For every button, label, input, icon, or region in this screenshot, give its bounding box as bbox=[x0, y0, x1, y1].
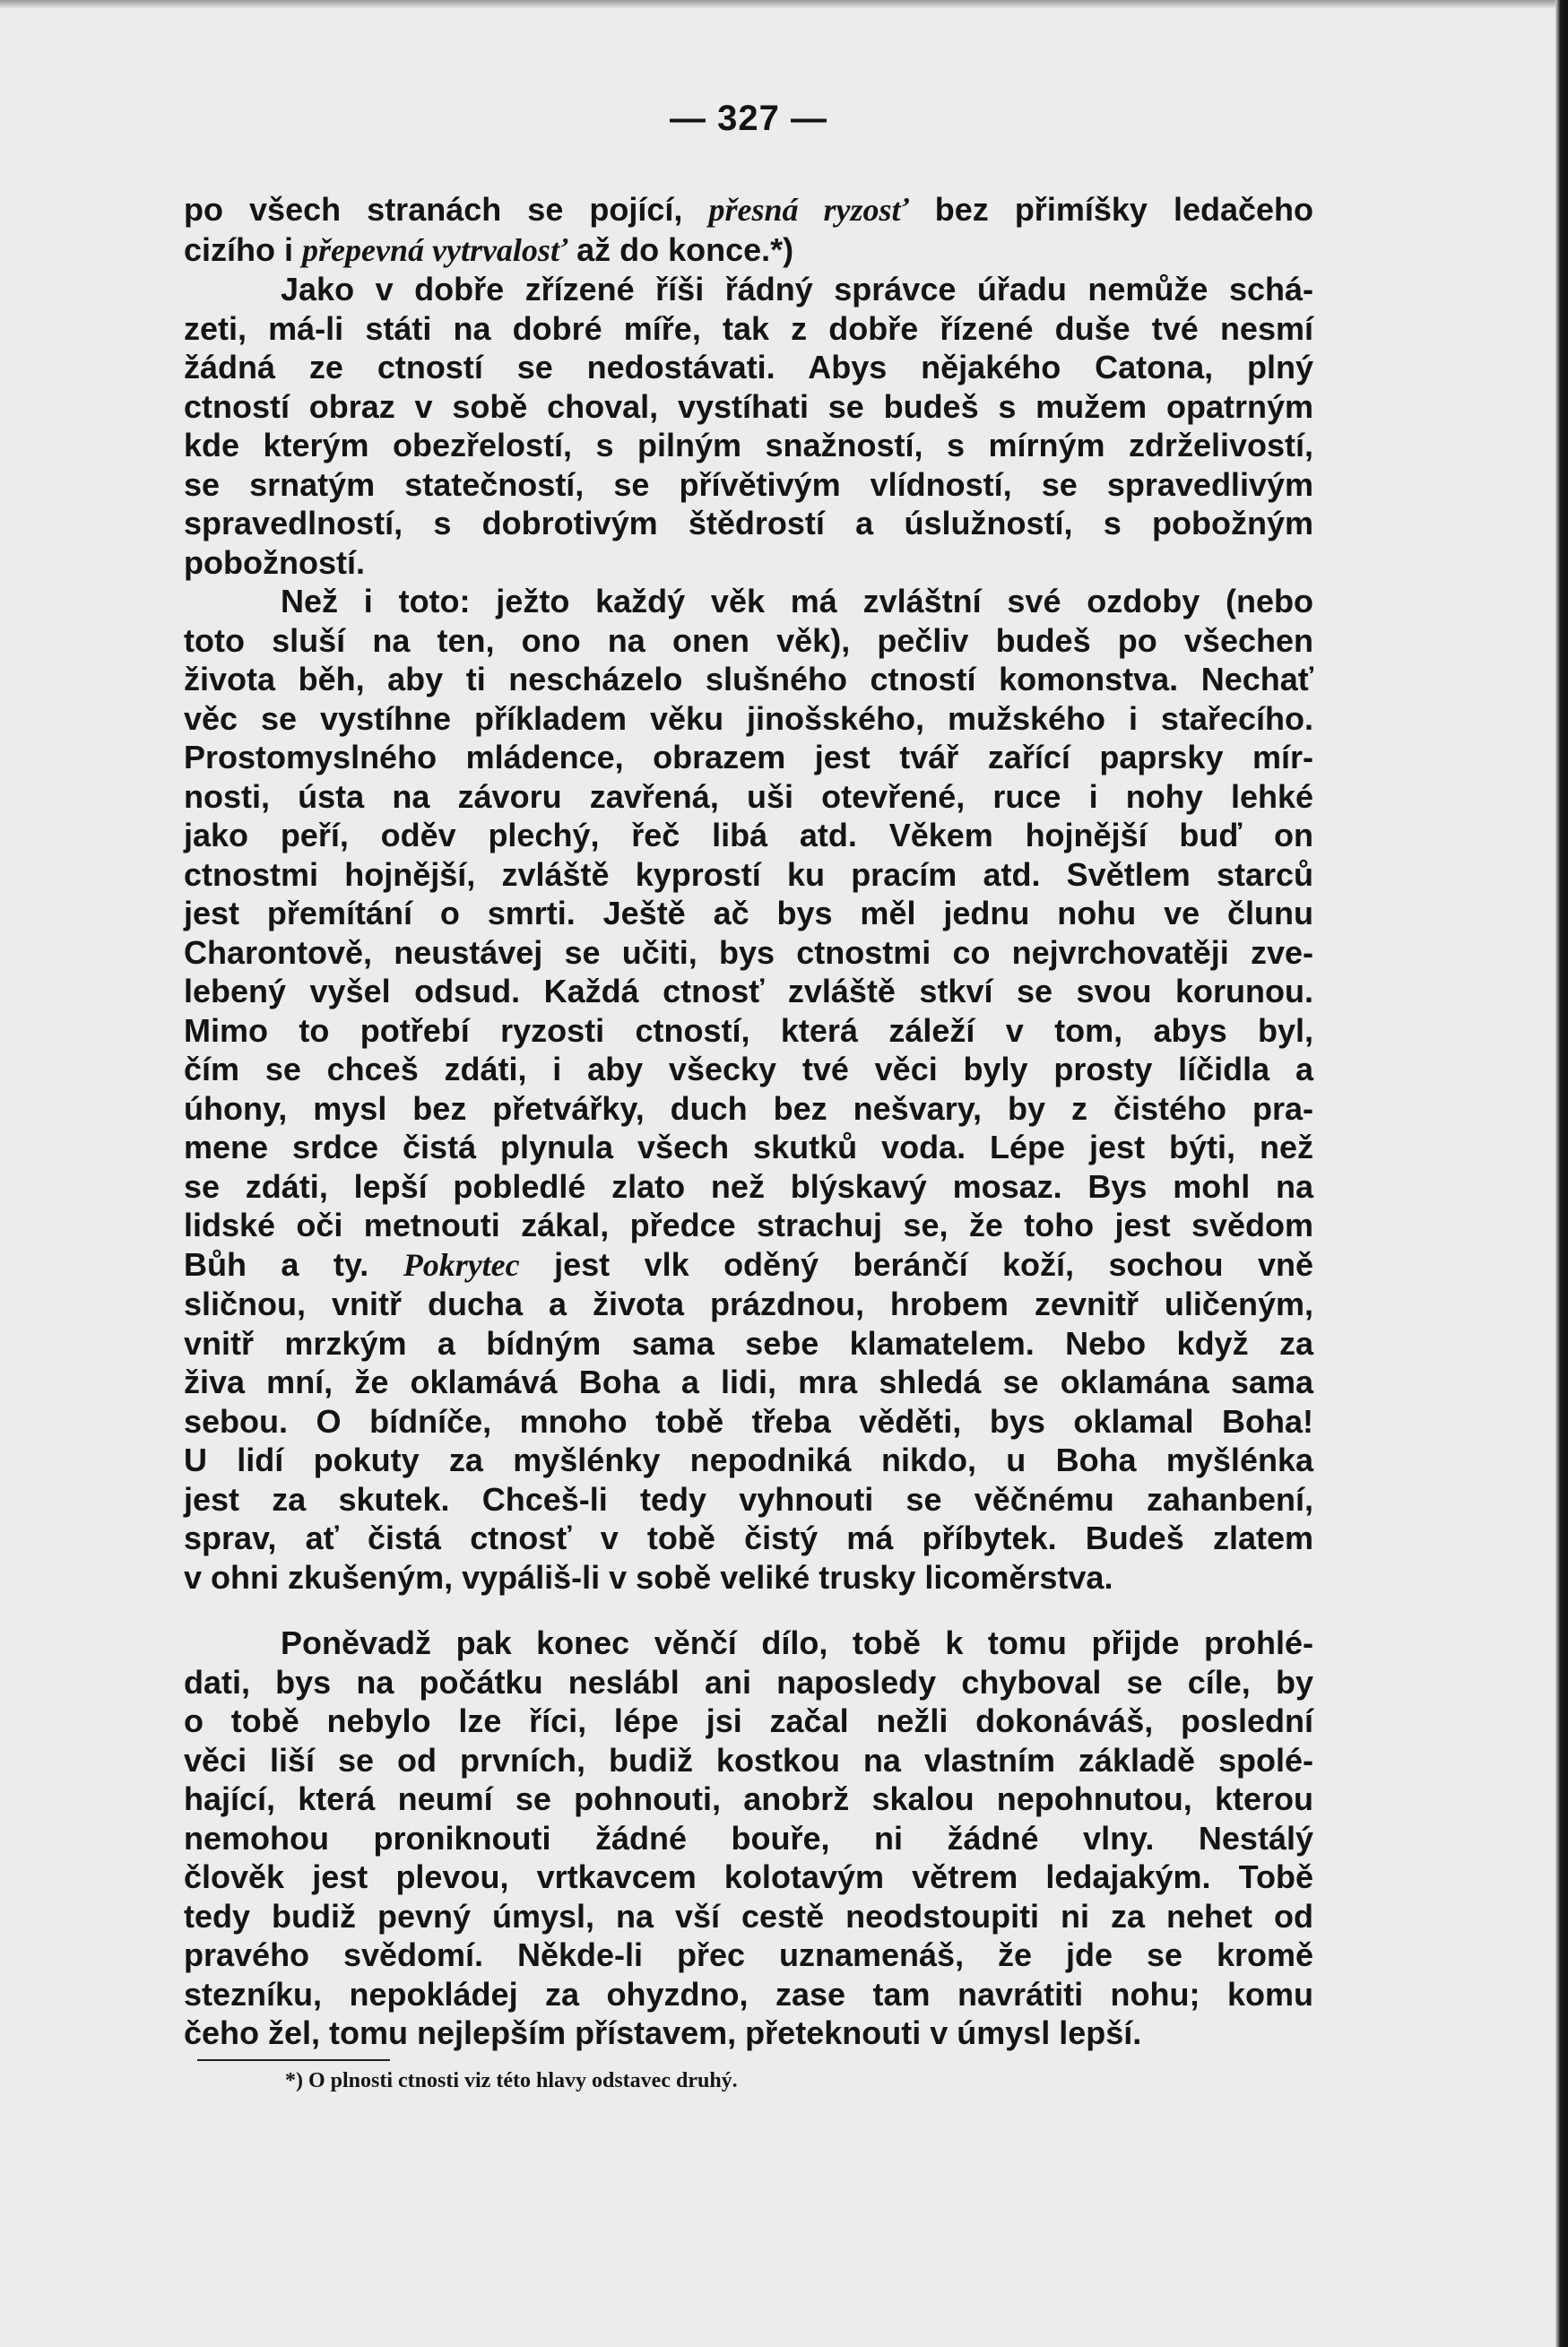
text-line: mene srdce čistá plynula všech skutků voda. Lépe jest býti, než bbox=[184, 1129, 1313, 1165]
paragraph bbox=[184, 270, 1313, 582]
text-line: lebený vyšel odsud. Každá ctnosť zvláště stkví se svou korunou. bbox=[184, 973, 1313, 1009]
footnote: *) O plnosti ctnosti viz této hlavy odstavec druhý. bbox=[285, 2069, 738, 2092]
text-line: Než i toto: ježto každý věk má zvláštní své ozdoby (nebo bbox=[281, 583, 1313, 619]
text-line: žádná ze ctností se nedostávati. Abys nějakého Catona, plný bbox=[184, 349, 1313, 385]
text-line: v ohni zkušeným, vypáliš-li v sobě veliké trusky licoměrstva. bbox=[184, 1558, 1113, 1596]
text-line: lidské oči metnouti zákal, předce strachuj se, že toho jest svědom bbox=[184, 1207, 1313, 1243]
paragraph bbox=[184, 582, 1313, 1597]
text-line: tedy budiž pevný úmysl, na vší cestě neodstoupiti ni za nehet od bbox=[184, 1897, 1313, 1935]
text-line: čím se chceš zdáti, i aby všecky tvé věci byly prosty líčidla a bbox=[184, 1051, 1313, 1087]
paragraph bbox=[184, 190, 1313, 270]
text-line: toto sluší na ten, ono na onen věk), pečliv budeš po všechen bbox=[184, 621, 1313, 659]
footnote-rule bbox=[197, 2059, 390, 2061]
text-line: vnitř mrzkým a bídným sama sebe klamatelem. Nebo když za bbox=[184, 1324, 1313, 1362]
text-line: zeti, má-li státi na dobré míře, tak z dobře řízené duše tvé nesmí bbox=[184, 309, 1313, 347]
text-line: pobožností. bbox=[184, 543, 365, 581]
text-line: živa mní, že oklamává Boha a lidi, mra shledá se oklamána sama bbox=[184, 1364, 1313, 1400]
text-line: U lidí pokuty za myšlénky nepodniká nikdo, u Boha myšlénka bbox=[184, 1442, 1313, 1478]
text-line: pravého svědomí. Někde-li přec uznamenáš, že jde se kromě bbox=[184, 1936, 1313, 1973]
text-line: věci liší se od prvních, budiž kostkou na vlastním základě spolé- bbox=[184, 1741, 1313, 1779]
text-line: po všech stranách se pojící, přesná ryzosť bez přimíšky ledačeho bbox=[184, 191, 1314, 228]
text-line: Jako v dobře zřízené říši řádný správce úřadu nemůže schá- bbox=[281, 271, 1313, 307]
text-line: ctností obraz v sobě choval, vystíhati se budeš s mužem opatrným bbox=[184, 387, 1313, 425]
page-number: — 327 — bbox=[670, 99, 827, 138]
emphasized-phrase: přesná ryzosť bbox=[708, 192, 909, 228]
text-line: cizího i přepevná vytrvalosť až do konce.*) bbox=[184, 230, 794, 268]
text-line: hající, která neumí se pohnouti, anobrž skalou nepohnutou, kterou bbox=[184, 1780, 1313, 1817]
text-line: dati, bys na počátku neslábl ani naposledy chyboval se cíle, by bbox=[184, 1663, 1313, 1701]
text-line: kde kterým obezřelostí, s pilným snažností, s mírným zdrželivostí, bbox=[184, 427, 1313, 463]
text-line: Charontově, neustávej se učiti, bys ctnostmi co nejvrchovatěji zve- bbox=[184, 933, 1313, 971]
body-text bbox=[184, 190, 1313, 2053]
text-line: Poněvadž pak konec věnčí dílo, tobě k tomu přijde prohlé- bbox=[281, 1624, 1313, 1661]
text-line: se zdáti, lepší pobledlé zlato než blýskavý mosaz. Bys mohl na bbox=[184, 1167, 1313, 1205]
text-line: sličnou, vnitř ducha a života prázdnou, hrobem zevnitř uličeným, bbox=[184, 1286, 1313, 1322]
scan-right-edge bbox=[1555, 0, 1568, 2347]
text-line: o tobě nebylo lze říci, lépe jsi začal nežli dokonáváš, poslední bbox=[184, 1702, 1313, 1739]
text-line: úhony, mysl bez přetvářky, duch bez nešvary, by z čistého pra- bbox=[184, 1089, 1313, 1127]
text-line: jest za skutek. Chceš-li tedy vyhnouti se věčnému zahanbení, bbox=[184, 1480, 1313, 1518]
text-line: spravedlností, s dobrotivým štědrostí a úslužností, s pobožným bbox=[184, 505, 1313, 541]
emphasized-phrase: přepevná vytrvalosť bbox=[302, 231, 568, 268]
text-line: jest přemítání o smrti. Ještě ač bys měl jednu nohu ve člunu bbox=[184, 895, 1313, 931]
text-line: nosti, ústa na závoru zavřená, uši otevřené, ruce i nohy lehké bbox=[184, 777, 1313, 815]
text-line: Bůh a ty. Pokrytec jest vlk oděný beránčí koží, sochou vně bbox=[184, 1245, 1313, 1283]
text-line: nemohou proniknouti žádné bouře, ni žádné vlny. Nestálý bbox=[184, 1819, 1313, 1857]
paragraph bbox=[184, 1624, 1313, 2053]
text-line: života běh, aby ti nescházelo slušného ctností komonstva. Nechať bbox=[184, 661, 1313, 697]
text-line: sebou. O bídníče, mnoho tobě třeba věděti, bys oklamal Boha! bbox=[184, 1402, 1313, 1440]
emphasized-phrase: Pokrytec bbox=[403, 1246, 520, 1283]
text-line: sprav, ať čistá ctnosť v tobě čistý má příbytek. Budeš zlatem bbox=[184, 1520, 1313, 1556]
paragraph-gap bbox=[184, 1597, 1313, 1624]
text-line: ctnostmi hojnější, zvláště kyprostí ku pracím atd. Světlem starců bbox=[184, 855, 1313, 893]
text-line: jako peří, oděv plechý, řeč libá atd. Věkem hojnější buď on bbox=[184, 817, 1313, 853]
scan-top-edge bbox=[0, 0, 1568, 9]
text-line: věc se vystíhne příkladem věku jinošského, mužského i stařecího. bbox=[184, 699, 1313, 737]
text-line: Prostomyslného mládence, obrazem jest tvář zařící paprsky mír- bbox=[184, 739, 1313, 775]
text-line: stezníku, nepokládej za ohyzdno, zase tam navrátiti nohu; komu bbox=[184, 1975, 1313, 2013]
text-line: čeho žel, tomu nejlepším přístavem, přeteknouti v úmysl lepší. bbox=[184, 2014, 1142, 2051]
text-line: Mimo to potřebí ryzosti ctností, která záleží v tom, abys byl, bbox=[184, 1011, 1313, 1049]
text-line: člověk jest plevou, vrtkavcem kolotavým větrem ledajakým. Tobě bbox=[184, 1858, 1313, 1895]
text-line: se srnatým statečností, se přívětivým vlídností, se spravedlivým bbox=[184, 465, 1313, 503]
